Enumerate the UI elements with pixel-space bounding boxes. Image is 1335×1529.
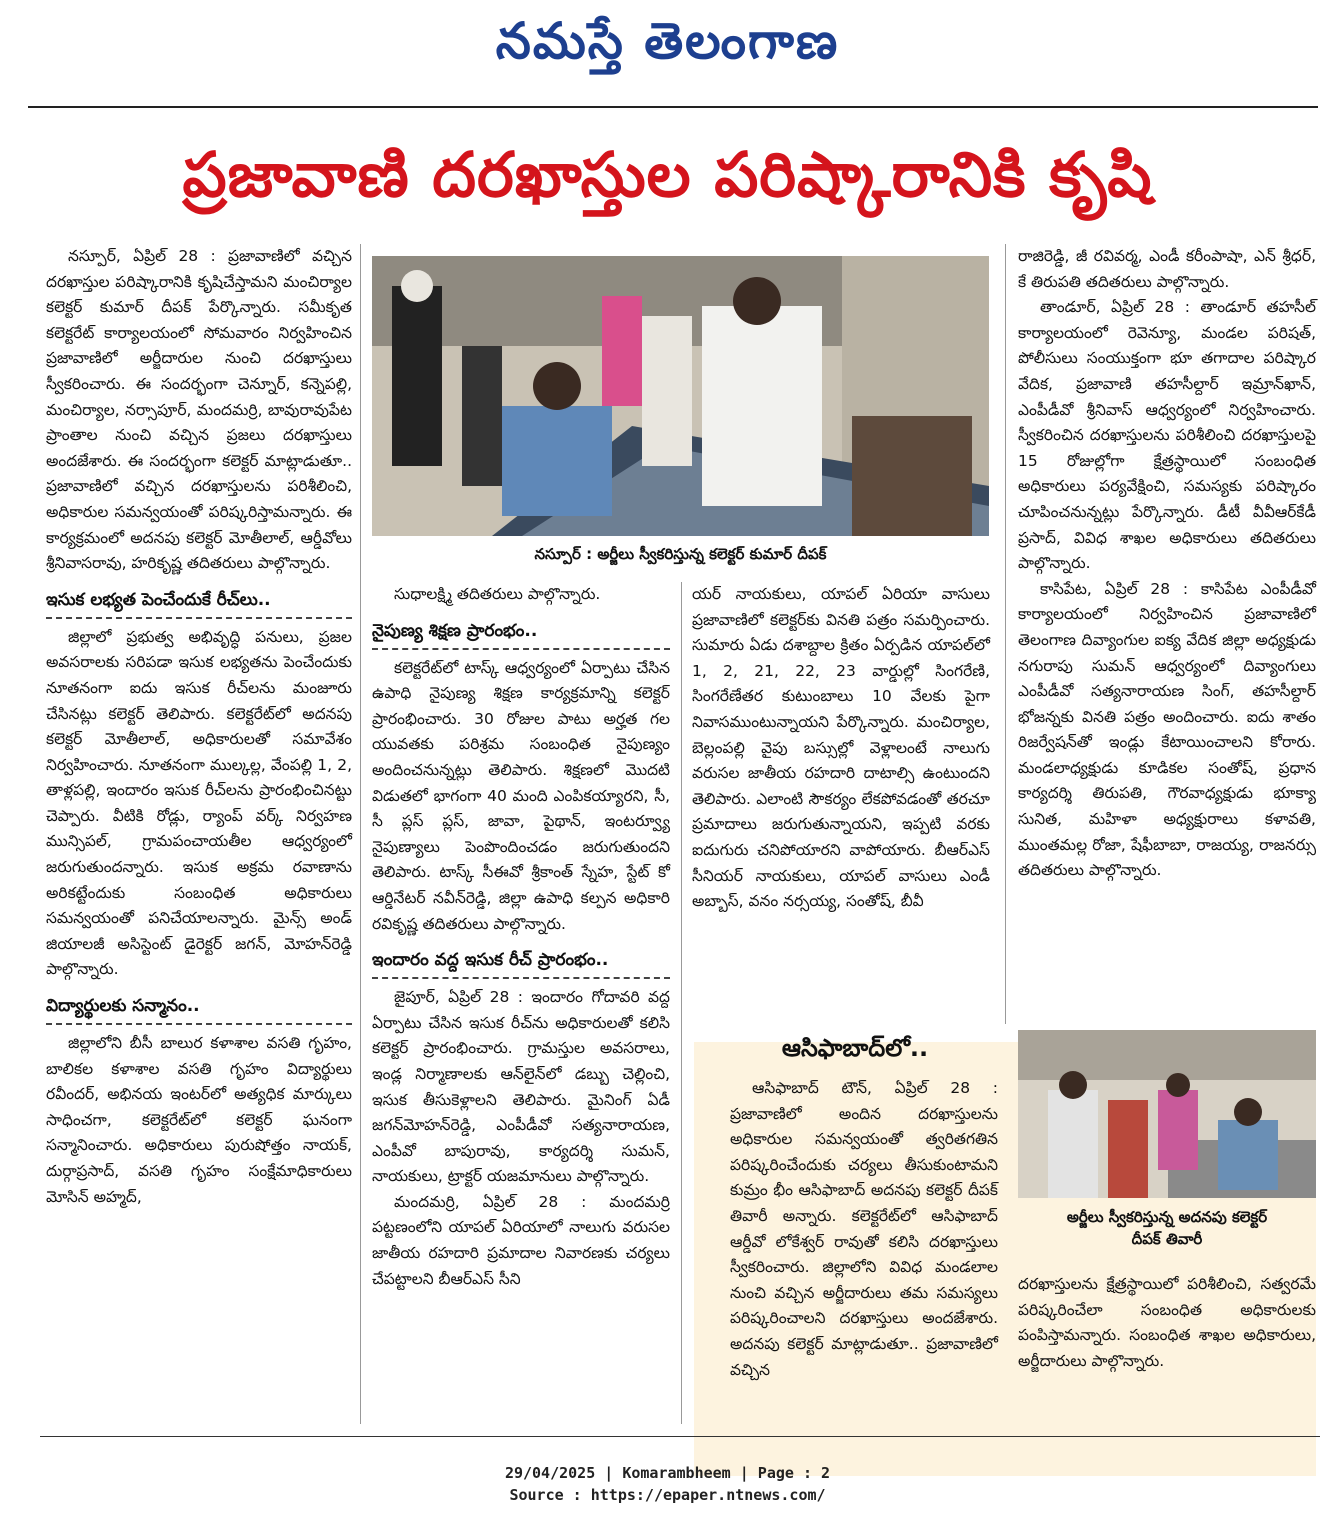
subheading: ఇసుక లభ్యత పెంచేందుకే రీచ్‌లు..	[46, 585, 352, 615]
additional-collector-photo	[1018, 1030, 1316, 1198]
paragraph: జిల్లాలోని బీసీ బాలుర కళాశాల వసతి గృహం, బాలికల కళాశాల వసతి గృహం విద్యార్థులు రవీందర్, అభినయ ఇంటర్‌లో అత్యధిక మార్కులు సాధించగా, కలెక్టరేట్‌లో కలెక్టర్ ఘనంగా సన్మానించారు. అధికారులు పురుషోత్తం నాయక్, దుర్గాప్రసాద్, వసతి గృహం సంక్షేమాధికారులు మోసిన్ అహ్మద్,	[46, 1034, 352, 1206]
masthead-divider	[28, 106, 1318, 108]
masthead-logo: నమస్తే తెలంగాణ	[495, 12, 840, 70]
caption-line: అర్జీలు స్వీకరిస్తున్న అదనపు కలెక్టర్	[1066, 1208, 1268, 1226]
column-rule	[360, 244, 361, 1424]
bottom-divider	[40, 1436, 1320, 1437]
main-photo	[372, 256, 989, 536]
paragraph: ఆసిఫాబాద్ టౌన్, ఏప్రిల్ 28 : ప్రజావాణిలో అందిన దరఖాస్తులను అధికారుల సమన్వయంతో త్వరితగతిన పరిష్కరించేందుకు చర్యలు తీసుకుంటామని కుమ్రం భీం ఆసిఫాబాద్ అదనపు కలెక్టర్ దీపక్ తివారీ అన్నారు. కలెక్టరేట్‌లో ఆసిఫాబాద్ ఆర్డీవో లోకేశ్వర్ రావుతో కలిసి దరఖాస్తులు స్వీకరించారు. జిల్లాలోని వివిధ మండలాల నుంచి వచ్చిన అర్జీదారులు తమ సమస్యలు పరిష్కరించాలని దరఖాస్తులు అందజేశారు. అదనపు కలెక్టర్ మాట్లాడుతూ.. ప్రజావాణిలో వచ్చిన	[730, 1079, 998, 1379]
asifabad-box-text	[730, 1076, 998, 1383]
paragraph: కలెక్టరేట్‌లో టాస్క్ ఆధ్వర్యంలో ఏర్పాటు చేసిన ఉపాధి నైపుణ్య శిక్షణ కార్యక్రమాన్ని కలెక్టర్ ప్రారంభించారు. 30 రోజుల పాటు అర్హత గల యువతకు పరిశ్రమ సంబంధిత నైపుణ్యం అందించనున్నట్లు తెలిపారు. శిక్షణలో మొదటి విడుతలో భాగంగా 40 మంది ఎంపికయ్యారని, సీ, సీ ప్లస్ ప్లస్, జావా, పైథాన్, ఇంటర్వ్యూ నైపుణ్యాలు పెంపొందించడం జరుగుతుందని తెలిపారు. టాస్క్ సీఈవో శ్రీకాంత్ స్నేహ, స్టేట్ కో ఆర్డినేటర్ నవీన్‌రెడ్డి, జిల్లా ఉపాధి కల్పన అధికారి రవికృష్ణ తదితరులు పాల్గొన్నారు.	[372, 658, 670, 933]
column-2	[372, 582, 670, 1292]
subheading: విద్యార్థులకు సన్మానం..	[46, 991, 352, 1021]
asifabad-photo-caption	[1018, 1206, 1316, 1250]
caption-line: దీపక్ తివారీ	[1131, 1230, 1203, 1248]
asifabad-photo	[1018, 1030, 1316, 1198]
paragraph: సుధాలక్ష్మి తదితరులు పాల్గొన్నారు.	[394, 585, 601, 603]
column-3	[692, 582, 990, 915]
paragraph: మందమర్రి, ఏప్రిల్ 28 : మందమర్రి పట్టణంలోని యాపల్ ఏరియాలో నాలుగు వరుసల జాతీయ రహదారి ప్రమాదాల నివారణకు చర్యలు చేపట్టాలని బీఆర్ఎస్ సీని	[372, 1192, 670, 1288]
article-headline: ప్రజావాణి దరఖాస్తుల పరిష్కారానికి కృషి	[182, 138, 1153, 211]
column-1	[46, 244, 352, 1210]
paragraph: యర్ నాయకులు, యాపల్ ఏరియా వాసులు ప్రజావాణిలో కలెక్టర్‌కు వినతి పత్రం సమర్పించారు. సుమారు ఏడు దశాబ్దాల క్రితం ఏర్పడిన యాపల్‌లో 1, 2, 21, 22, 23 వార్డుల్లో సింగరేణి, సింగరేణేతర కుటుంబాలు 10 వేలకు పైగా నివాసముంటున్నాయని పేర్కొన్నారు. మంచిర్యాల, బెల్లంపల్లి వైపు బస్సుల్లో వెళ్లాలంటే నాలుగు వరుసల జాతీయ రహదారి దాటాల్సి ఉంటుందని తెలిపారు. ఎలాంటి సౌకర్యం లేకపోవడంతో తరచూ ప్రమాదాలు జరుగుతున్నాయని, ఇప్పటి వరకు ఐదుగురు చనిపోయారని వాపోయారు. బీఆర్ఎస్ సీనియర్ నాయకులు, యాపల్ వాసులు ఎండీ అబ్బాస్, వనం నర్సయ్య, సంతోష్, బీవీ	[692, 585, 990, 911]
paragraph: తాండూర్, ఏప్రిల్ 28 : తాండూర్ తహసీల్ కార్యాలయంలో రెవెన్యూ, మండల పరిషత్, పోలీసులు సంయుక్తంగా భూ తగాదాల పరిష్కార వేదిక, ప్రజావాణి తహసీల్దార్ ఇమ్రాన్‌ఖాన్, ఎంపీడీవో శ్రీనివాస్ ఆధ్వర్యంలో నిర్వహించారు. స్వీకరించిన దరఖాస్తులను పరిశీలించి దరఖాస్తులపై 15 రోజుల్లోగా క్షేత్రస్థాయిలో సంబంధిత అధికారులు పర్యవేక్షించి, సమస్యకు పరిష్కారం చూపించనున్నట్లు పేర్కొన్నారు. డీటీ వీవీఆర్‌కేడీ ప్రసాద్, వివిధ శాఖల అధికారులు తదితరులు పాల్గొన్నారు.	[1018, 298, 1316, 573]
paragraph: జైపూర్, ఏప్రిల్ 28 : ఇందారం గోదావరి వద్ద ఏర్పాటు చేసిన ఇసుక రీచ్‌ను అధికారులతో కలిసి కలెక్టర్ ప్రారంభించారు. గ్రామస్తుల అవసరాలు, ఇండ్ల నిర్మాణాలకు ఆన్‌లైన్‌లో డబ్బు చెల్లించి, ఇసుక తీసుకెళ్లాలని తెలిపారు. మైనింగ్ ఏడీ జగన్‌మోహన్‌రెడ్డి, ఎంపీడీవో సత్యనారాయణ, ఎంపీవో బాపురావు, కార్యదర్శి సుమన్, నాయకులు, ట్రాక్టర్ యజమానులు పాల్గొన్నారు.	[372, 988, 670, 1186]
paragraph: జిల్లాలో ప్రభుత్వ అభివృద్ధి పనులు, ప్రజల అవసరాలకు సరిపడా ఇసుక లభ్యతను పెంచేందుకు నూతనంగా ఐదు ఇసుక రీచ్‌లను మంజూరు చేసినట్లు కలెక్టర్ తెలిపారు. కలెక్టరేట్‌లో అదనపు కలెక్టర్ మోతీలాల్, అధికారులతో సమావేశం నిర్వహించారు. నూతనంగా ముల్కల్ల, వేంపల్లి 1, 2, తాళ్లపల్లి, ఇందారం ఇసుక రీచ్‌లను ప్రారంభించినట్టు చెప్పారు. వీటికి రోడ్లు, ర్యాంప్ వర్క్ నిర్వహణ మున్సిపల్, గ్రామపంచాయతీల ఆధ్వర్యంలో జరుగుతుందన్నారు. ఇసుక అక్రమ రవాణాను అరికట్టేందుకు సంబంధిత అధికారులు సమన్వయంతో పనిచేయాలన్నారు. మైన్స్ అండ్ జియాలజీ అసిస్టెంట్ డైరెక్టర్ జగన్, మోహన్‌రెడ్డి పాల్గొన్నారు.	[46, 627, 352, 979]
footer-date-edition: 29/04/2025 | Komarambheem | Page : 2	[504, 1464, 831, 1482]
asifabad-box-text-2	[1018, 1272, 1316, 1374]
page-footer	[0, 1462, 1335, 1506]
footer-source: Source : https://epaper.ntnews.com/	[509, 1486, 826, 1504]
paragraph: నస్పూర్, ఏప్రిల్ 28 : ప్రజావాణిలో వచ్చిన దరఖాస్తుల పరిష్కారానికి కృషిచేస్తామని మంచిర్యాల కలెక్టర్ కుమార్ దీపక్ పేర్కొన్నారు. సమీకృత కలెక్టరేట్ కార్యాలయంలో సోమవారం నిర్వహించిన ప్రజావాణిలో అర్జీదారుల నుంచి దరఖాస్తులు స్వీకరించారు. ఈ సందర్భంగా చెన్నూర్, కన్నెపల్లి, మంచిర్యాల, నర్సాపూర్, మందమర్రి, బావురావుపేట ప్రాంతాల నుంచి వచ్చిన ప్రజలు దరఖాస్తులు అందజేశారు. ఈ సందర్భంగా కలెక్టర్ మాట్లాడుతూ.. ప్రజావాణిలో వచ్చిన దరఖాస్తులను పరిశీలించి, అధికారుల సమన్వయంతో పరిష్కరిస్తామన్నారు. ఈ కార్యక్రమంలో అదనపు కలెక్టర్ మోతీలాల్, ఆర్డీవోలు శ్రీనివాసరావు, హరికృష్ణ తదితరులు పాల్గొన్నారు.	[46, 247, 352, 573]
subheading: నైపుణ్య శిక్షణ ప్రారంభం..	[372, 616, 670, 646]
collector-receiving-petitions-photo	[372, 256, 989, 536]
asifabad-box-title: ఆసిఫాబాద్‌లో..	[781, 1034, 929, 1062]
subheading: ఇందారం వద్ద ఇసుక రీచ్ ప్రారంభం..	[372, 945, 670, 975]
paragraph: రాజిరెడ్డి, జీ రవివర్మ, ఎండీ కరీంపాషా, ఎన్ శ్రీధర్, కే తిరుపతి తదితరులు పాల్గొన్నారు.	[1018, 247, 1316, 291]
column-rule	[1005, 244, 1006, 1024]
column-4	[1018, 244, 1316, 884]
main-photo-caption: నస్పూర్ : అర్జీలు స్వీకరిస్తున్న కలెక్టర్ కుమార్ దీపక్	[534, 545, 827, 563]
paragraph: కాసిపేట, ఏప్రిల్ 28 : కాసిపేట ఎంపీడీవో కార్యాలయంలో నిర్వహించిన ప్రజావాణిలో తెలంగాణ దివ్యాంగుల ఐక్య వేదిక జిల్లా అధ్యక్షుడు నగురాపు సుమన్ ఆధ్వర్యంలో దివ్యాంగులు ఎంపీడీవో సత్యనారాయణ సింగ్, తహసీల్దార్ భోజన్నకు వినతి పత్రం అందించారు. ఐదు శాతం రిజర్వేషన్‌తో ఇండ్లు కేటాయించాలని కోరారు. మండలాధ్యక్షుడు కూడికల సంతోష్, ప్రధాన కార్యదర్శి తిరుపతి, గౌరవాధ్యక్షుడు భూక్యా సునిత, మహిళా అధ్యక్షురాలు కళావతి, ముంతమల్ల రోజా, షేఫీబాబా, రాజయ్య, రాజనర్సు తదితరులు పాల్గొన్నారు.	[1018, 579, 1316, 880]
paragraph: దరఖాస్తులను క్షేత్రస్థాయిలో పరిశీలించి, సత్వరమే పరిష్కరించేలా సంబంధిత అధికారులకు పంపిస్తామన్నారు. సంబంధిత శాఖల అధికారులు, అర్జీదారులు పాల్గొన్నారు.	[1018, 1275, 1316, 1370]
column-rule	[681, 582, 682, 1424]
